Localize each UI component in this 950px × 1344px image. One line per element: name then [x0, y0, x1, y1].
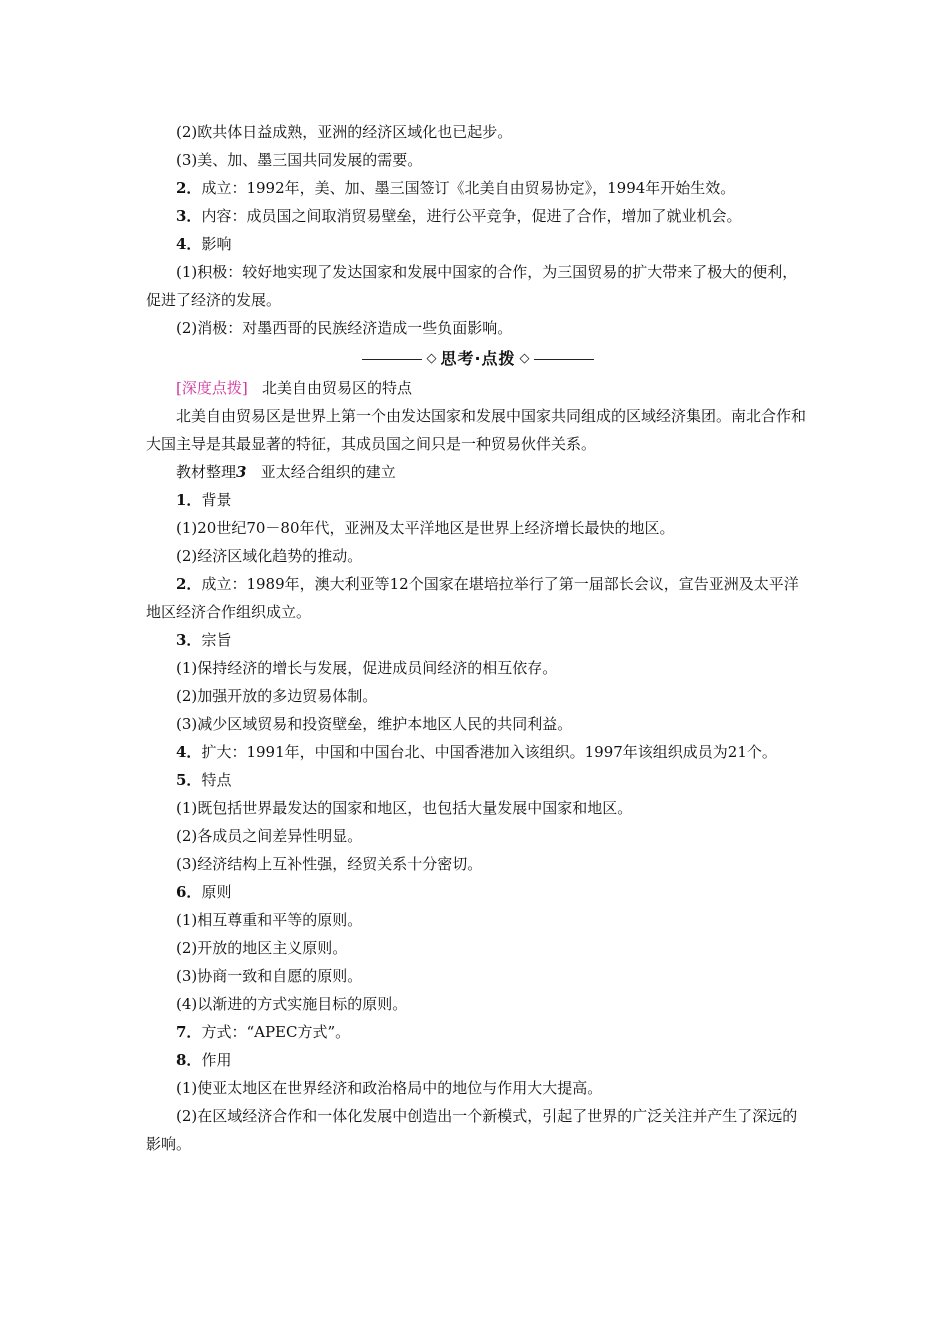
item-text: 原则	[201, 883, 232, 901]
expansion-point	[146, 738, 810, 766]
establishment-item	[146, 174, 810, 202]
item-text: 方式：“APEC方式”。	[201, 1023, 351, 1041]
item-text: 成立：1989年，澳大利亚等12个国家在堪培拉举行了第一届部长会议，宣告亚洲及太平洋地区经济合作组织成立。	[146, 575, 799, 621]
method-point	[146, 1018, 810, 1046]
item-number: 3．	[176, 207, 202, 225]
section3-heading	[146, 458, 810, 486]
principle-point-4: (4)以渐进的方式实施目标的原则。	[176, 995, 408, 1013]
document-page	[146, 118, 810, 1158]
divider-rule-right	[534, 359, 594, 360]
divider-title: 思考·点拨	[440, 349, 516, 368]
item-number: 6．	[176, 883, 202, 901]
heading-number: 3	[236, 463, 247, 481]
feature-point-1: (1)既包括世界最发达的国家和地区，也包括大量发展中国家和地区。	[176, 799, 633, 817]
item-number: 4．	[176, 743, 202, 761]
insight-heading	[146, 374, 810, 402]
item-number: 4．	[176, 235, 202, 253]
item-number: 3．	[176, 631, 202, 649]
item-number: 8．	[176, 1051, 202, 1069]
background-heading	[146, 486, 810, 514]
insight-title: 北美自由贸易区的特点	[262, 379, 413, 397]
item-number: 7．	[176, 1023, 202, 1041]
heading-title: 亚太经合组织的建立	[260, 463, 396, 481]
feature-point-2: (2)各成员之间差异性明显。	[176, 827, 363, 845]
diamond-icon: ◇	[519, 351, 530, 366]
item-text: 背景	[201, 491, 232, 509]
principle-point-2: (2)开放的地区主义原则。	[176, 939, 348, 957]
impact-heading	[146, 230, 810, 258]
establishment-point	[146, 570, 810, 626]
item-number: 2．	[176, 179, 202, 197]
insight-body: 北美自由贸易区是世界上第一个由发达国家和发展中国家共同组成的区域经济集团。南北合作和大国主导是其最显著的特征，其成员国之间只是一种贸易伙伴关系。	[146, 407, 807, 453]
heading-pre: 教材整理	[176, 463, 237, 481]
item-number: 5．	[176, 771, 202, 789]
section-divider	[146, 344, 810, 372]
role-heading	[146, 1046, 810, 1074]
aim-point-1: (1)保持经济的增长与发展，促进成员间经济的相互依存。	[176, 659, 558, 677]
feature-point-3: (3)经济结构上互补性强，经贸关系十分密切。	[176, 855, 483, 873]
divider-rule-left	[362, 359, 422, 360]
aim-heading	[146, 626, 810, 654]
principle-point-1: (1)相互尊重和平等的原则。	[176, 911, 363, 929]
role-point-1: (1)使亚太地区在世界经济和政治格局中的地位与作用大大提高。	[176, 1079, 603, 1097]
impact-negative: (2)消极：对墨西哥的民族经济造成一些负面影响。	[176, 319, 513, 337]
principle-point-3: (3)协商一致和自愿的原则。	[176, 967, 363, 985]
item-text: 特点	[201, 771, 232, 789]
item-text: 内容：成员国之间取消贸易壁垒，进行公平竞争，促进了合作，增加了就业机会。	[201, 207, 742, 225]
item-number: 1．	[176, 491, 202, 509]
background-item-3: (3)美、加、墨三国共同发展的需要。	[176, 151, 423, 169]
insight-tag: [深度点拨]	[176, 379, 248, 397]
item-number: 2．	[176, 575, 202, 593]
background-item-2: (2)欧共体日益成熟，亚洲的经济区域化也已起步。	[176, 123, 513, 141]
item-text: 作用	[201, 1051, 232, 1069]
principle-heading	[146, 878, 810, 906]
item-text: 影响	[201, 235, 232, 253]
item-text: 扩大：1991年，中国和中国台北、中国香港加入该组织。1997年该组织成员为21个。	[201, 743, 777, 761]
aim-point-3: (3)减少区域贸易和投资壁垒，维护本地区人民的共同利益。	[176, 715, 573, 733]
diamond-icon: ◇	[426, 351, 437, 366]
item-text: 宗旨	[201, 631, 232, 649]
impact-positive: (1)积极：较好地实现了发达国家和发展中国家的合作，为三国贸易的扩大带来了极大的便利，促进了经济的发展。	[146, 263, 798, 309]
item-text: 成立：1992年，美、加、墨三国签订《北美自由贸易协定》，1994年开始生效。	[201, 179, 736, 197]
feature-heading	[146, 766, 810, 794]
aim-point-2: (2)加强开放的多边贸易体制。	[176, 687, 378, 705]
content-item	[146, 202, 810, 230]
background-point-1: (1)20世纪70－80年代，亚洲及太平洋地区是世界上经济增长最快的地区。	[176, 519, 675, 537]
background-point-2: (2)经济区域化趋势的推动。	[176, 547, 363, 565]
role-point-2: (2)在区域经济合作和一体化发展中创造出一个新模式，引起了世界的广泛关注并产生了深远的影响。	[146, 1107, 798, 1153]
